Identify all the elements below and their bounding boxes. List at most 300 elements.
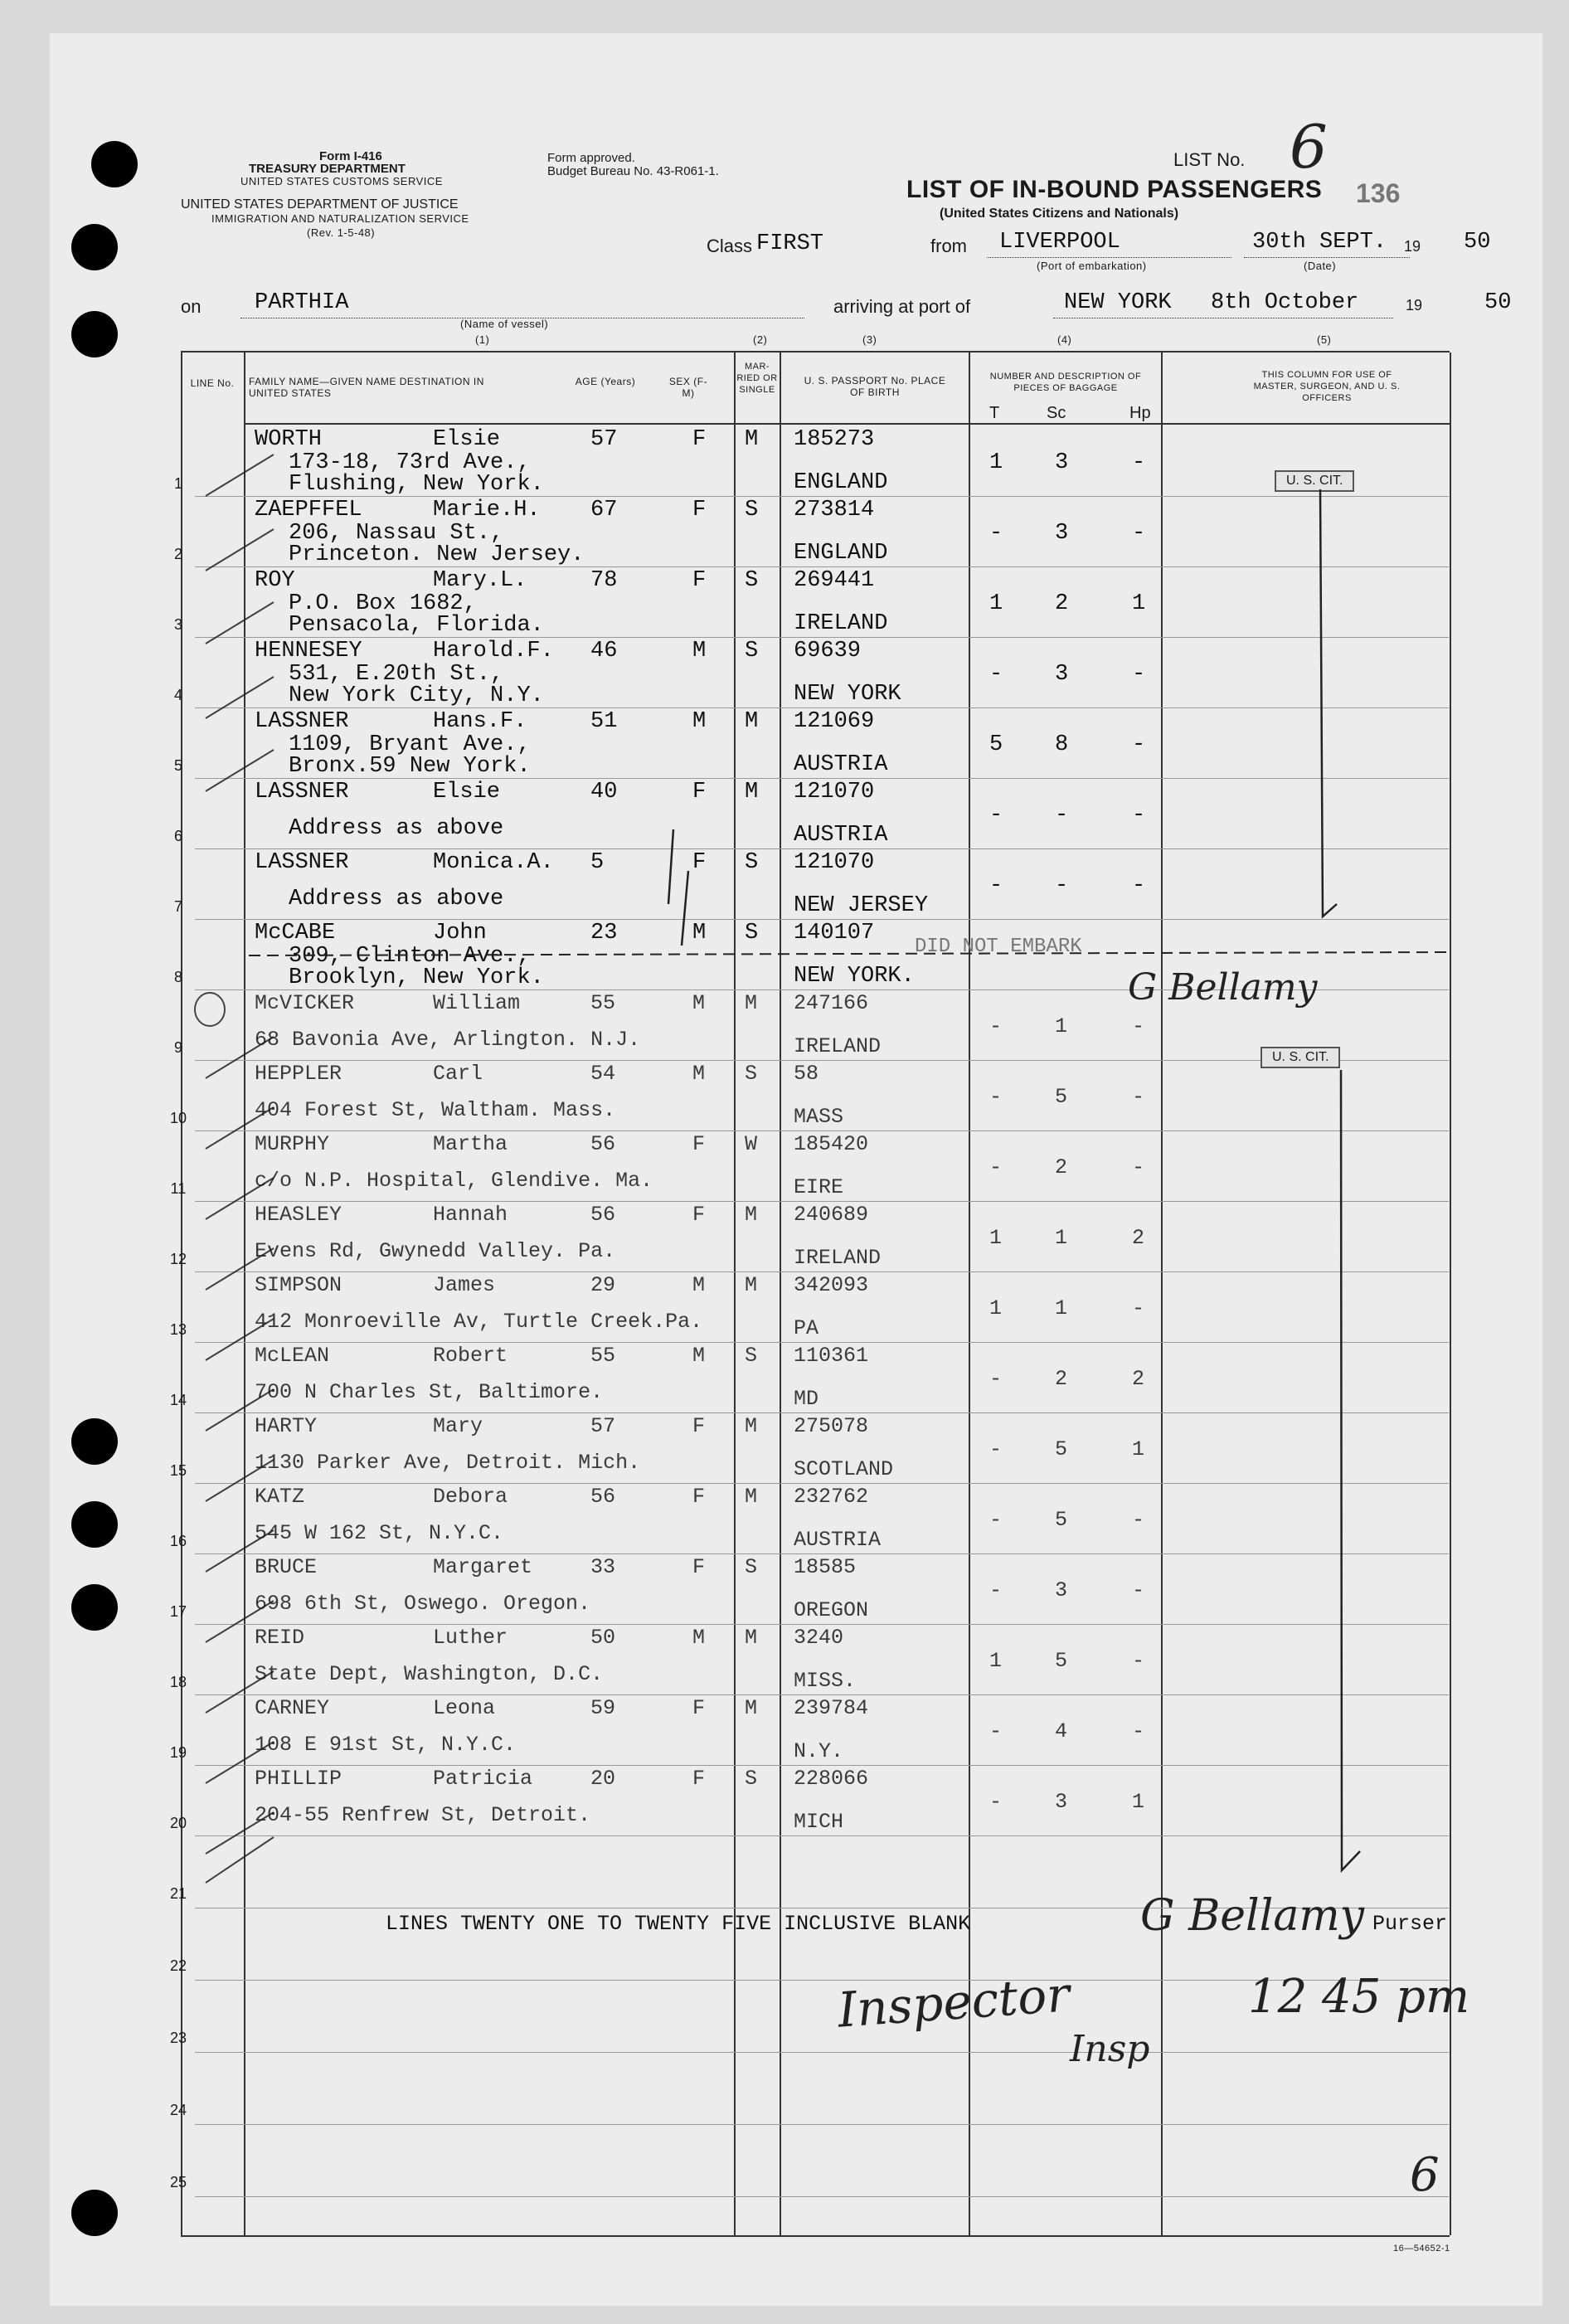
baggage-suitcases: 2: [1055, 1155, 1068, 1179]
place-of-birth: NEW JERSEY: [794, 893, 929, 918]
passenger-given-name: John: [433, 921, 487, 946]
passenger-age: 40: [590, 780, 618, 805]
marital-status: M: [745, 1414, 758, 1438]
page-subtitle: (United States Citizens and Nationals): [940, 207, 1179, 221]
baggage-handpieces: -: [1132, 1508, 1145, 1532]
place-of-birth: AUSTRIA: [794, 1528, 882, 1552]
passenger-surname: MURPHY: [255, 1132, 330, 1156]
baggage-trunks: -: [989, 803, 1003, 828]
line-number: 22: [169, 1957, 187, 1974]
baggage-suitcases: 1: [1055, 1226, 1068, 1250]
passport-number: 185420: [794, 1132, 869, 1156]
passenger-sex: M: [692, 1273, 706, 1297]
passport-number: 240689: [794, 1203, 869, 1227]
baggage-suitcases: 3: [1055, 662, 1069, 687]
marital-status: S: [745, 1767, 758, 1791]
baggage-handpieces: 1: [1132, 591, 1146, 616]
justice-dept: UNITED STATES DEPARTMENT OF JUSTICE: [181, 197, 459, 211]
passenger-surname: LASSNER: [255, 709, 349, 734]
line-number: 19: [169, 1744, 187, 1761]
line-number: 8: [173, 969, 182, 985]
header-line-no: LINE No.: [190, 377, 235, 389]
place-of-birth: PA: [794, 1316, 819, 1340]
passenger-age: 56: [590, 1485, 616, 1509]
baggage-trunks: 1: [989, 1226, 1003, 1250]
passport-number: 269441: [794, 568, 875, 593]
arrival-year-prefix: 19: [1406, 297, 1423, 314]
line-number: 15: [169, 1462, 187, 1479]
passenger-surname: HEPPLER: [255, 1062, 342, 1086]
treasury-dept: TREASURY DEPARTMENT: [249, 162, 406, 176]
place-of-birth: MICH: [794, 1810, 844, 1834]
destination-line-2: c/o N.P. Hospital, Glendive. Ma.: [255, 1169, 653, 1193]
passport-number: 121070: [794, 780, 875, 805]
header-sex: SEX (F-M): [668, 376, 708, 399]
line-number: 4: [173, 687, 182, 703]
baggage-suitcases: 2: [1055, 1367, 1068, 1391]
baggage-trunks: 1: [989, 1649, 1003, 1673]
list-no-label: LIST No.: [1173, 149, 1246, 170]
line-number: 9: [173, 1039, 182, 1056]
passenger-sex: F: [692, 1203, 706, 1227]
baggage-trunks: -: [989, 1719, 1003, 1743]
class-label: Class: [707, 236, 753, 256]
baggage-suitcases: 5: [1055, 1649, 1068, 1673]
baggage-suitcases: 5: [1055, 1437, 1068, 1461]
baggage-handpieces: -: [1132, 873, 1146, 898]
passenger-given-name: Margaret: [433, 1555, 533, 1579]
inspector-abbreviation: Insp: [1070, 2028, 1150, 2070]
passenger-given-name: William: [433, 991, 521, 1015]
baggage-suitcases: 8: [1055, 732, 1069, 757]
passenger-given-name: Hannah: [433, 1203, 508, 1227]
place-of-birth: NEW YORK.: [794, 964, 915, 989]
inspection-time: 12 45 pm: [1248, 1970, 1470, 2024]
passenger-sex: M: [692, 921, 707, 946]
baggage-handpieces: -: [1132, 521, 1146, 546]
port-caption: (Port of embarkation): [1037, 260, 1147, 272]
marital-status: M: [745, 427, 759, 452]
line-number: 13: [169, 1321, 187, 1338]
date-year-prefix: 19: [1404, 238, 1421, 255]
passenger-given-name: Mary: [433, 1414, 483, 1438]
passenger-given-name: Robert: [433, 1344, 508, 1368]
baggage-handpieces: 2: [1132, 1367, 1145, 1391]
officer-signature: G Bellamy: [1128, 966, 1318, 1009]
baggage-handpieces: 1: [1132, 1437, 1145, 1461]
line-number: 7: [173, 898, 182, 915]
passenger-age: 46: [590, 639, 618, 664]
passenger-age: 78: [590, 568, 618, 593]
page-title: LIST OF IN-BOUND PASSENGERS: [906, 176, 1323, 203]
destination-line-2: 108 E 91st St, N.Y.C.: [255, 1733, 517, 1757]
us-citizen-stamp: U. S. CIT.: [1275, 470, 1354, 492]
col-num-1: (1): [475, 333, 490, 346]
header-bag-t: T: [989, 404, 1000, 422]
passenger-age: 56: [590, 1203, 616, 1227]
destination-line-2: Address as above: [289, 887, 504, 912]
passenger-sex: M: [692, 709, 707, 734]
passenger-surname: BRUCE: [255, 1555, 318, 1579]
passenger-sex: F: [692, 1555, 706, 1579]
header-bag-sc: Sc: [1047, 404, 1066, 422]
baggage-trunks: 1: [989, 450, 1003, 475]
place-of-birth: AUSTRIA: [794, 823, 888, 848]
baggage-suitcases: 5: [1055, 1508, 1068, 1532]
header-passport: U. S. PASSPORT No. PLACE OF BIRTH: [804, 375, 946, 398]
place-of-birth: SCOTLAND: [794, 1457, 894, 1481]
baggage-handpieces: -: [1132, 450, 1146, 475]
marital-status: M: [745, 709, 759, 734]
arriving-label: arriving at port of: [833, 296, 971, 317]
baggage-suitcases: -: [1055, 873, 1069, 898]
passenger-sex: F: [692, 1767, 706, 1791]
baggage-handpieces: -: [1132, 1014, 1145, 1038]
passenger-age: 55: [590, 991, 616, 1015]
place-of-birth: IRELAND: [794, 611, 888, 636]
line-number: 10: [169, 1110, 187, 1126]
passenger-surname: ZAEPFFEL: [255, 498, 362, 523]
destination-line-1: 1109, Bryant Ave.,: [289, 732, 531, 757]
destination-line-2: Bronx.59 New York.: [289, 754, 531, 779]
passenger-surname: McCABE: [255, 921, 336, 946]
marital-status: S: [745, 568, 759, 593]
passenger-sex: F: [692, 568, 707, 593]
place-of-birth: MISS.: [794, 1669, 857, 1693]
passport-number: 275078: [794, 1414, 869, 1438]
passport-number: 121069: [794, 709, 875, 734]
passenger-surname: REID: [255, 1626, 305, 1650]
baggage-suitcases: 3: [1055, 1578, 1068, 1602]
destination-line-2: 204-55 Renfrew St, Detroit.: [255, 1803, 591, 1827]
line-number: 17: [169, 1603, 187, 1620]
destination-line-2: Evens Rd, Gwynedd Valley. Pa.: [255, 1239, 616, 1263]
baggage-trunks: -: [989, 1437, 1003, 1461]
line-number: 6: [173, 828, 182, 844]
passenger-age: 59: [590, 1696, 616, 1720]
passenger-surname: HARTY: [255, 1414, 318, 1438]
baggage-handpieces: 2: [1132, 1226, 1145, 1250]
header-baggage: NUMBER AND DESCRIPTION OF PIECES OF BAGGAGE: [989, 372, 1142, 393]
passport-number: 3240: [794, 1626, 844, 1650]
line-number: 20: [169, 1815, 187, 1831]
baggage-trunks: -: [989, 1155, 1003, 1179]
baggage-trunks: -: [989, 1014, 1003, 1038]
col-num-3: (3): [862, 333, 877, 346]
baggage-suitcases: -: [1055, 803, 1069, 828]
passport-number: 228066: [794, 1767, 869, 1791]
marital-status: S: [745, 850, 759, 875]
place-of-birth: MD: [794, 1387, 819, 1411]
ins-service: IMMIGRATION AND NATURALIZATION SERVICE: [211, 212, 469, 225]
destination-line-2: Pensacola, Florida.: [289, 613, 544, 638]
passport-number: 342093: [794, 1273, 869, 1297]
passenger-age: 5: [590, 850, 605, 875]
passenger-given-name: Marie.H.: [433, 498, 541, 523]
passenger-given-name: Harold.F.: [433, 639, 554, 664]
destination-line-2: 1130 Parker Ave, Detroit. Mich.: [255, 1451, 641, 1475]
corner-page-mark: 6: [1410, 2148, 1440, 2202]
passenger-age: 54: [590, 1062, 616, 1086]
header-age: AGE (Years): [575, 376, 636, 387]
baggage-trunks: -: [989, 521, 1003, 546]
on-label: on: [181, 296, 202, 317]
passenger-surname: ROY: [255, 568, 295, 593]
destination-line-2: New York City, N.Y.: [289, 683, 544, 708]
date-year: 50: [1464, 230, 1491, 255]
place-of-birth: IRELAND: [794, 1034, 882, 1058]
passenger-surname: SIMPSON: [255, 1273, 342, 1297]
baggage-suitcases: 1: [1055, 1014, 1068, 1038]
marital-status: M: [745, 780, 759, 805]
baggage-trunks: 1: [989, 1296, 1003, 1320]
marital-status: M: [745, 1696, 758, 1720]
passenger-given-name: Leona: [433, 1696, 496, 1720]
passenger-surname: PHILLIP: [255, 1767, 342, 1791]
destination-line-2: Flushing, New York.: [289, 472, 544, 497]
passenger-surname: HEASLEY: [255, 1203, 342, 1227]
header-bag-hp: Hp: [1129, 404, 1151, 422]
line-number: 21: [169, 1885, 187, 1902]
passport-number: 232762: [794, 1485, 869, 1509]
passenger-age: 29: [590, 1273, 616, 1297]
place-of-birth: N.Y.: [794, 1739, 844, 1763]
passenger-given-name: Elsie: [433, 427, 501, 452]
passport-number: 247166: [794, 991, 869, 1015]
baggage-suitcases: 3: [1055, 1790, 1068, 1814]
passenger-given-name: Luther: [433, 1626, 508, 1650]
passport-number: 239784: [794, 1696, 869, 1720]
destination-line-2: 700 N Charles St, Baltimore.: [255, 1380, 604, 1404]
passenger-surname: LASSNER: [255, 850, 349, 875]
stamped-number: 136: [1356, 178, 1401, 208]
passenger-sex: F: [692, 498, 707, 523]
passport-number: 110361: [794, 1344, 869, 1368]
budget-bureau: Budget Bureau No. 43-R061-1.: [547, 164, 719, 178]
baggage-trunks: -: [989, 1790, 1003, 1814]
marital-status: S: [745, 1555, 758, 1579]
passenger-age: 55: [590, 1344, 616, 1368]
baggage-trunks: -: [989, 1578, 1003, 1602]
from-label: from: [930, 236, 967, 256]
destination-line-2: Princeton. New Jersey.: [289, 542, 585, 567]
marital-status: M: [745, 1626, 758, 1650]
marital-status: S: [745, 1062, 758, 1086]
destination-line-2: 404 Forest St, Waltham. Mass.: [255, 1098, 616, 1122]
footer-code: 16—54652-1: [1393, 2244, 1450, 2254]
header-married: MAR-RIED OR SINGLE: [736, 362, 778, 395]
passenger-surname: McVICKER: [255, 991, 355, 1015]
arrival-year: 50: [1484, 290, 1512, 315]
customs-service: UNITED STATES CUSTOMS SERVICE: [240, 175, 443, 187]
place-of-birth: EIRE: [794, 1175, 844, 1199]
marital-status: S: [745, 498, 759, 523]
passenger-sex: M: [692, 1062, 706, 1086]
header-officers: THIS COLUMN FOR USE OF MASTER, SURGEON, AND U. S. OFFICERS: [1253, 370, 1401, 403]
list-no-value: 6: [1290, 112, 1328, 182]
form-approved: Form approved.: [547, 151, 635, 165]
passenger-sex: F: [692, 850, 707, 875]
place-of-birth: IRELAND: [794, 1246, 882, 1270]
passenger-sex: F: [692, 427, 707, 452]
passenger-given-name: Carl: [433, 1062, 483, 1086]
marital-status: S: [745, 1344, 758, 1368]
did-not-embark-note: DID NOT EMBARK: [915, 936, 1082, 958]
passenger-given-name: Monica.A.: [433, 850, 554, 875]
purser-signature: G Bellamy: [1140, 1891, 1365, 1941]
blank-lines-note: LINES TWENTY ONE TO TWENTY FIVE INCLUSIVE BLANK: [386, 1912, 971, 1936]
passenger-age: 67: [590, 498, 618, 523]
baggage-suitcases: 3: [1055, 450, 1069, 475]
passenger-sex: F: [692, 780, 707, 805]
passenger-given-name: Mary.L.: [433, 568, 527, 593]
destination-line-2: Brooklyn, New York.: [289, 965, 544, 990]
line-number: 18: [169, 1674, 187, 1690]
baggage-handpieces: 1: [1132, 1790, 1145, 1814]
marital-status: S: [745, 639, 759, 664]
baggage-handpieces: -: [1132, 1719, 1145, 1743]
baggage-suitcases: 3: [1055, 521, 1069, 546]
passenger-sex: M: [692, 639, 707, 664]
arrival-port: NEW YORK: [1064, 290, 1172, 315]
line-number: 16: [169, 1533, 187, 1549]
passenger-age: 57: [590, 427, 618, 452]
passenger-given-name: Debora: [433, 1485, 508, 1509]
destination-line-1: P.O. Box 1682,: [289, 591, 477, 616]
place-of-birth: ENGLAND: [794, 470, 888, 495]
header-name: FAMILY NAME—GIVEN NAME DESTINATION IN UNITED STATES: [249, 376, 484, 399]
line-number: 23: [169, 2030, 187, 2046]
passenger-surname: CARNEY: [255, 1696, 330, 1720]
vessel-caption: (Name of vessel): [460, 318, 549, 330]
passenger-given-name: Patricia: [433, 1767, 533, 1791]
baggage-handpieces: -: [1132, 1296, 1145, 1320]
passport-number: 140107: [794, 921, 875, 946]
col-num-2: (2): [753, 333, 768, 346]
arrival-date: 8th October: [1211, 290, 1359, 315]
baggage-suitcases: 5: [1055, 1085, 1068, 1109]
passenger-surname: McLEAN: [255, 1344, 330, 1368]
date-caption: (Date): [1304, 260, 1337, 272]
baggage-handpieces: -: [1132, 1155, 1145, 1179]
baggage-trunks: -: [989, 1508, 1003, 1532]
class-value: FIRST: [756, 231, 824, 256]
line-number: 2: [173, 546, 182, 562]
line-number: 1: [173, 475, 182, 492]
line-number: 3: [173, 616, 182, 633]
line-number: 25: [169, 2174, 187, 2190]
passenger-sex: M: [692, 1344, 706, 1368]
passport-number: 69639: [794, 639, 862, 664]
passenger-age: 23: [590, 921, 618, 946]
passport-number: 273814: [794, 498, 875, 523]
passenger-given-name: Elsie: [433, 780, 501, 805]
marital-status: M: [745, 1273, 758, 1297]
line-number: 11: [170, 1180, 187, 1197]
passenger-surname: KATZ: [255, 1485, 305, 1509]
marital-status: S: [745, 921, 759, 946]
baggage-handpieces: -: [1132, 1085, 1145, 1109]
line-number: 12: [169, 1251, 187, 1267]
passenger-age: 50: [590, 1626, 616, 1650]
line-number: 5: [173, 757, 182, 774]
place-of-birth: ENGLAND: [794, 541, 888, 566]
baggage-handpieces: -: [1132, 1578, 1145, 1602]
passenger-age: 20: [590, 1767, 616, 1791]
passenger-sex: F: [692, 1696, 706, 1720]
passport-number: 58: [794, 1062, 819, 1086]
destination-line-1: 173-18, 73rd Ave.,: [289, 450, 531, 475]
destination-line-2: 698 6th St, Oswego. Oregon.: [255, 1592, 591, 1616]
line-number: 24: [169, 2102, 187, 2118]
passenger-surname: WORTH: [255, 427, 323, 452]
destination-line-2: State Dept, Washington, D.C.: [255, 1662, 604, 1686]
marital-status: M: [745, 1203, 758, 1227]
baggage-handpieces: -: [1132, 732, 1146, 757]
form-number: Form I-416: [319, 149, 382, 163]
baggage-trunks: -: [989, 1367, 1003, 1391]
baggage-trunks: -: [989, 873, 1003, 898]
col-num-4: (4): [1057, 333, 1072, 346]
passenger-sex: M: [692, 1626, 706, 1650]
inspector-signature: Inspector: [835, 1966, 1071, 2039]
destination-line-2: 412 Monroeville Av, Turtle Creek.Pa.: [255, 1310, 703, 1334]
baggage-suitcases: 1: [1055, 1296, 1068, 1320]
baggage-suitcases: 2: [1055, 591, 1069, 616]
passenger-sex: F: [692, 1414, 706, 1438]
us-citizen-stamp: U. S. CIT.: [1261, 1047, 1340, 1068]
purser-label: Purser: [1372, 1912, 1448, 1936]
baggage-trunks: 5: [989, 732, 1003, 757]
destination-line-2: 545 W 162 St, N.Y.C.: [255, 1521, 504, 1545]
passenger-age: 57: [590, 1414, 616, 1438]
passport-number: 121070: [794, 850, 875, 875]
destination-line-1: 309, Clinton Ave.,: [289, 944, 531, 969]
destination-line-2: Address as above: [289, 816, 504, 841]
destination-line-1: 531, E.20th St.,: [289, 662, 504, 687]
destination-line-1: 206, Nassau St.,: [289, 521, 504, 546]
baggage-suitcases: 4: [1055, 1719, 1068, 1743]
departure-date: 30th SEPT.: [1252, 230, 1387, 255]
marital-status: M: [745, 1485, 758, 1509]
marital-status: W: [745, 1132, 758, 1156]
baggage-handpieces: -: [1132, 1649, 1145, 1673]
baggage-handpieces: -: [1132, 803, 1146, 828]
marital-status: M: [745, 991, 758, 1015]
place-of-birth: AUSTRIA: [794, 752, 888, 777]
place-of-birth: NEW YORK: [794, 682, 901, 707]
col-num-5: (5): [1317, 333, 1332, 346]
passenger-surname: LASSNER: [255, 780, 349, 805]
passenger-given-name: James: [433, 1273, 496, 1297]
place-of-birth: MASS: [794, 1105, 844, 1129]
passenger-given-name: Martha: [433, 1132, 508, 1156]
passport-number: 18585: [794, 1555, 857, 1579]
baggage-trunks: -: [989, 662, 1003, 687]
passenger-age: 51: [590, 709, 618, 734]
passenger-surname: HENNESEY: [255, 639, 362, 664]
passport-number: 185273: [794, 427, 875, 452]
passenger-sex: F: [692, 1485, 706, 1509]
port-of-embarkation: LIVERPOOL: [999, 230, 1120, 255]
line-number: 14: [169, 1392, 187, 1408]
passenger-age: 33: [590, 1555, 616, 1579]
baggage-trunks: 1: [989, 591, 1003, 616]
baggage-trunks: -: [989, 1085, 1003, 1109]
passenger-sex: F: [692, 1132, 706, 1156]
revision: (Rev. 1-5-48): [307, 226, 376, 239]
destination-line-2: 68 Bavonia Ave, Arlington. N.J.: [255, 1028, 641, 1052]
